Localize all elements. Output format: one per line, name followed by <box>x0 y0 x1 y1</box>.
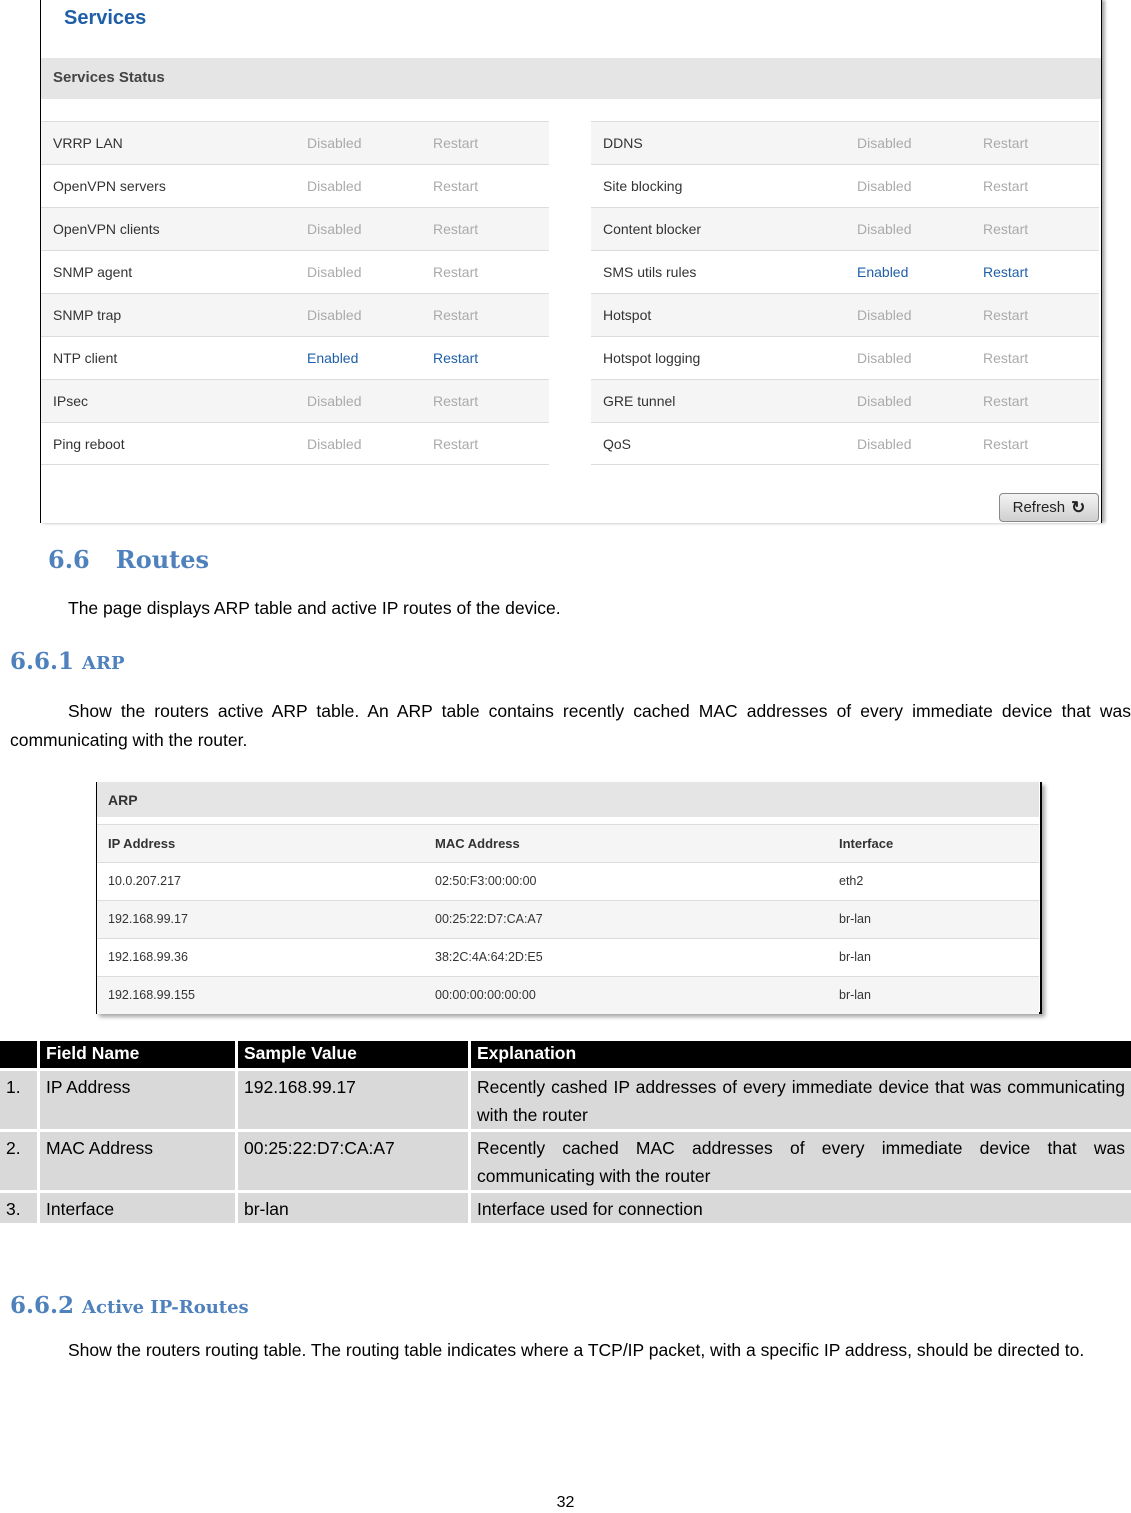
service-restart-link[interactable]: Restart <box>433 307 479 323</box>
arp-description <box>10 697 1131 755</box>
field-explanation-table <box>0 1041 1131 1223</box>
sample-value: 192.168.99.17 <box>238 1071 468 1129</box>
table-row <box>97 976 1039 1014</box>
services-list-left <box>41 121 549 465</box>
service-restart-link[interactable]: Restart <box>983 350 1029 366</box>
field-name: IP Address <box>40 1071 235 1129</box>
service-row <box>41 422 549 465</box>
service-restart-link[interactable]: Restart <box>983 264 1029 280</box>
arp-table-header <box>97 824 1039 862</box>
header-sample-value: Sample Value <box>238 1041 468 1068</box>
service-row <box>41 164 549 207</box>
service-restart-link[interactable]: Restart <box>433 178 479 194</box>
service-name: VRRP LAN <box>53 135 123 151</box>
services-status-header <box>41 58 1101 99</box>
service-status: Disabled <box>307 135 362 151</box>
page-number: 32 <box>556 1494 575 1511</box>
service-row <box>41 379 549 422</box>
service-row <box>591 379 1099 422</box>
service-name: Ping reboot <box>53 436 125 452</box>
service-restart-link[interactable]: Restart <box>983 178 1029 194</box>
routes-description-text: Show the routers routing table. The routing table indicates where a TCP/IP packet, with a specific IP address, should be directed to. <box>68 1340 1085 1360</box>
service-restart-link[interactable]: Restart <box>433 350 479 366</box>
mac-cell: 38:2C:4A:64:2D:E5 <box>435 950 543 964</box>
service-name: SNMP agent <box>53 264 133 280</box>
field-name: MAC Address <box>40 1132 235 1190</box>
table-row <box>0 1132 1131 1190</box>
interface-cell: eth2 <box>839 874 864 888</box>
service-name: Hotspot logging <box>603 350 701 366</box>
arp-screenshot <box>96 782 1042 1014</box>
service-restart-link[interactable]: Restart <box>433 264 479 280</box>
service-restart-link[interactable]: Restart <box>983 393 1029 409</box>
service-row <box>591 121 1099 164</box>
mac-cell: 00:00:00:00:00:00 <box>435 988 536 1002</box>
routes-description <box>10 1336 1131 1365</box>
service-row <box>41 121 549 164</box>
service-name: Content blocker <box>603 221 702 237</box>
ip-cell: 10.0.207.217 <box>108 874 181 888</box>
service-status: Disabled <box>307 307 362 323</box>
service-restart-link[interactable]: Restart <box>433 393 479 409</box>
ip-cell: 192.168.99.17 <box>108 912 188 926</box>
service-status: Enabled <box>857 264 909 280</box>
service-row <box>41 207 549 250</box>
arp-panel-title: ARP <box>108 792 138 808</box>
row-index: 3. <box>0 1193 37 1223</box>
service-status: Disabled <box>857 393 912 409</box>
service-name: Hotspot <box>603 307 652 323</box>
service-name: SNMP trap <box>53 307 122 323</box>
sample-value: br-lan <box>238 1193 468 1223</box>
service-status: Disabled <box>857 436 912 452</box>
explanation: Recently cached MAC addresses of every immediate device that was communicating with the router <box>471 1132 1131 1190</box>
service-row <box>591 164 1099 207</box>
subsection-heading-routes <box>10 1292 249 1319</box>
table-row <box>97 862 1039 900</box>
service-row <box>591 250 1099 293</box>
table-row <box>97 900 1039 938</box>
service-status: Disabled <box>857 221 912 237</box>
subsection-number: 6.6.1 <box>10 648 75 675</box>
ip-cell: 192.168.99.36 <box>108 950 188 964</box>
interface-cell: br-lan <box>839 950 871 964</box>
service-restart-link[interactable]: Restart <box>433 221 479 237</box>
service-name: DDNS <box>603 135 643 151</box>
service-restart-link[interactable]: Restart <box>983 135 1029 151</box>
explanation: Recently cashed IP addresses of every immediate device that was communicating with the router <box>471 1071 1131 1129</box>
section-intro: The page displays ARP table and active IP routes of the device. <box>68 598 561 618</box>
service-status: Disabled <box>307 436 362 452</box>
service-name: SMS utils rules <box>603 264 697 280</box>
service-status: Disabled <box>857 178 912 194</box>
service-name: QoS <box>603 436 632 452</box>
section-title: Routes <box>115 545 210 574</box>
services-list-right <box>591 121 1099 465</box>
service-restart-link[interactable]: Restart <box>983 221 1029 237</box>
header-index <box>0 1041 37 1068</box>
services-status-label: Services Status <box>53 69 165 86</box>
interface-cell: br-lan <box>839 988 871 1002</box>
refresh-label: Refresh <box>1012 499 1066 516</box>
explanation: Interface used for connection <box>471 1193 1131 1223</box>
interface-cell: br-lan <box>839 912 871 926</box>
service-status: Disabled <box>307 264 362 280</box>
service-row <box>41 250 549 293</box>
table-row <box>97 938 1039 976</box>
header-explanation: Explanation <box>471 1041 1131 1068</box>
service-restart-link[interactable]: Restart <box>433 436 479 452</box>
service-name: GRE tunnel <box>603 393 676 409</box>
subsection-title: ARP <box>82 653 125 674</box>
field-table-header <box>0 1041 1131 1068</box>
service-row <box>41 293 549 336</box>
service-status: Disabled <box>307 393 362 409</box>
header-field-name: Field Name <box>40 1041 235 1068</box>
mac-cell: 00:25:22:D7:CA:A7 <box>435 912 543 926</box>
service-status: Disabled <box>857 307 912 323</box>
arp-description-text: Show the routers active ARP table. An ARP table contains recently cached MAC addresses of every immediate device that was communicating with the router. <box>10 701 1131 750</box>
column-header-mac: MAC Address <box>435 836 520 851</box>
field-name: Interface <box>40 1193 235 1223</box>
service-row <box>591 336 1099 379</box>
service-status: Disabled <box>307 178 362 194</box>
refresh-icon: ↻ <box>1071 498 1086 517</box>
section-heading <box>48 545 209 574</box>
service-name: IPsec <box>53 393 89 409</box>
services-title: Services <box>64 7 147 29</box>
service-status: Disabled <box>857 350 912 366</box>
service-restart-link[interactable]: Restart <box>433 135 479 151</box>
arp-panel-header <box>97 782 1039 817</box>
service-row <box>591 207 1099 250</box>
service-name: OpenVPN clients <box>53 221 160 237</box>
table-row <box>0 1071 1131 1129</box>
subsection-title: Active IP-Routes <box>82 1297 249 1318</box>
subsection-heading-arp <box>10 648 125 675</box>
sample-value: 00:25:22:D7:CA:A7 <box>238 1132 468 1190</box>
row-index: 2. <box>0 1132 37 1190</box>
service-name: Site blocking <box>603 178 683 194</box>
refresh-button[interactable] <box>999 493 1099 522</box>
column-header-interface: Interface <box>839 836 894 851</box>
service-restart-link[interactable]: Restart <box>983 436 1029 452</box>
service-restart-link[interactable]: Restart <box>983 307 1029 323</box>
services-screenshot <box>40 0 1102 523</box>
service-row <box>591 422 1099 465</box>
table-row <box>0 1193 1131 1223</box>
subsection-number: 6.6.2 <box>10 1292 75 1319</box>
row-index: 1. <box>0 1071 37 1129</box>
service-status: Disabled <box>857 135 912 151</box>
section-number: 6.6 <box>48 545 90 574</box>
service-row <box>591 293 1099 336</box>
service-name: NTP client <box>53 350 118 366</box>
service-status: Disabled <box>307 221 362 237</box>
column-header-ip: IP Address <box>108 836 176 851</box>
ip-cell: 192.168.99.155 <box>108 988 195 1002</box>
mac-cell: 02:50:F3:00:00:00 <box>435 874 537 888</box>
service-status: Enabled <box>307 350 359 366</box>
service-name: OpenVPN servers <box>53 178 166 194</box>
arp-table <box>97 824 1039 1014</box>
service-row <box>41 336 549 379</box>
